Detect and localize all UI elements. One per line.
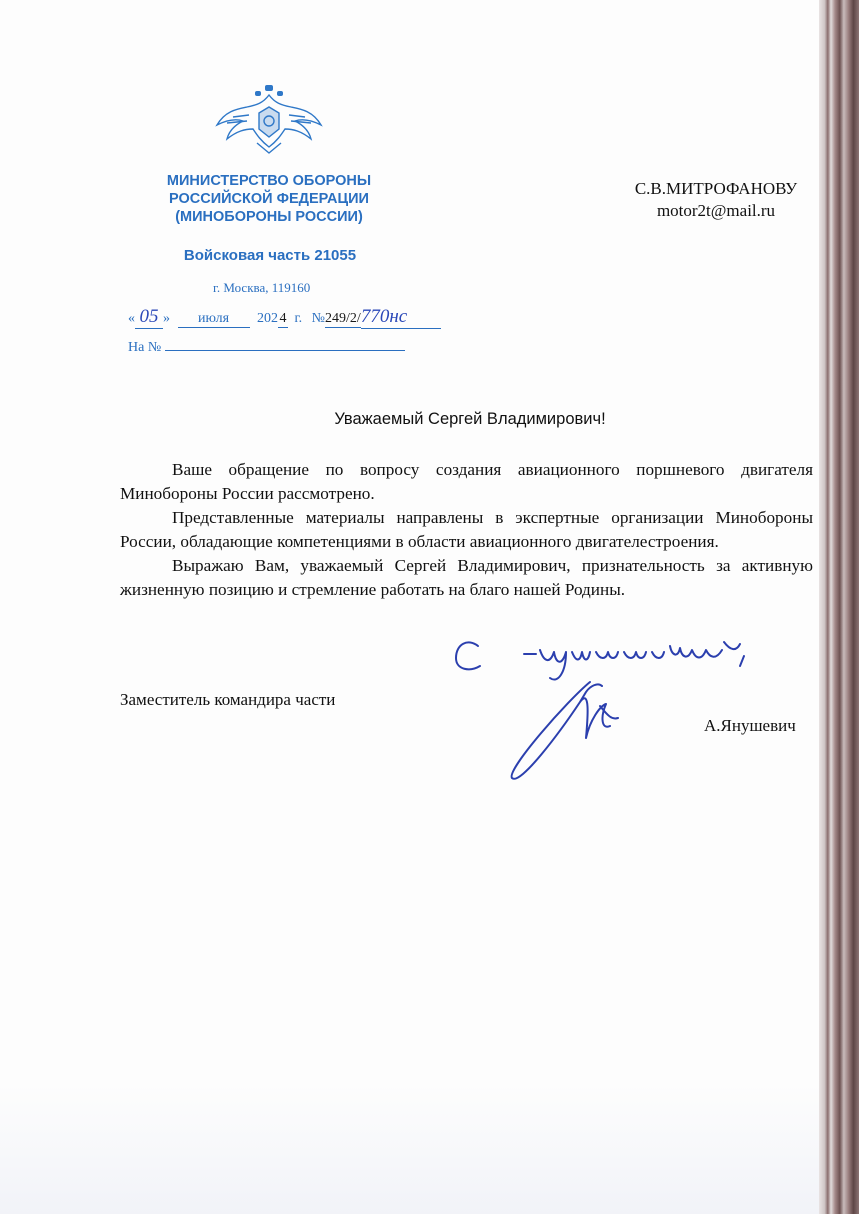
letter-body [120, 458, 813, 602]
org-line-3: (МИНОБОРОНЫ РОССИИ) [175, 209, 363, 225]
signer-position: Заместитель командира части [120, 690, 336, 709]
binding-edge [819, 0, 859, 1214]
greeting: Уважаемый Сергей Владимирович! [334, 410, 606, 428]
addressee-block [600, 178, 832, 222]
addressee-email: motor2t@mail.ru [656, 201, 776, 220]
date-year-unit: г. [294, 311, 303, 326]
signer-name: А.Янушевич [704, 716, 796, 735]
reference-blank [165, 338, 405, 351]
org-line-2: РОССИЙСКОЙ ФЕДЕРАЦИИ [169, 191, 369, 207]
reference-label: На № [128, 340, 162, 355]
scan-shading [0, 1084, 820, 1214]
reference-line [128, 338, 405, 356]
eagle-emblem-icon [213, 85, 325, 155]
date-month: июля [178, 311, 250, 328]
doc-number-printed: 249/2/ [325, 311, 361, 326]
date-day: 05 [135, 306, 163, 329]
date-year-suffix: 4 [279, 311, 287, 326]
doc-number-handwritten: 770нс [361, 306, 441, 329]
doc-number-label: № [311, 311, 326, 326]
date-number-line: « 05 » июля 202 4 г. №249/2/770нс [128, 306, 441, 329]
city-address: г. Москва, 119160 [213, 280, 311, 295]
paragraph-1: Ваше обращение по вопросу создания авиационного поршневого двигателя Минобороны России рассмотрено. [120, 460, 813, 503]
paragraph-2: Представленные материалы направлены в экспертные организации Минобороны России, обладающие компетенциями в области авиационного двигателестроения. [120, 508, 813, 551]
date-year-prefix: 202 [257, 311, 278, 326]
paragraph-3: Выражаю Вам, уважаемый Сергей Владимирович, признательность за активную жизненную позицию и стремление работать на благо нашей Родины. [120, 556, 813, 599]
military-unit: Войсковая часть 21055 [183, 247, 357, 264]
handwritten-signature [440, 620, 770, 790]
organization-name [140, 172, 398, 226]
addressee-name: С.В.МИТРОФАНОВУ [634, 179, 798, 198]
org-line-1: МИНИСТЕРСТВО ОБОРОНЫ [166, 173, 372, 189]
